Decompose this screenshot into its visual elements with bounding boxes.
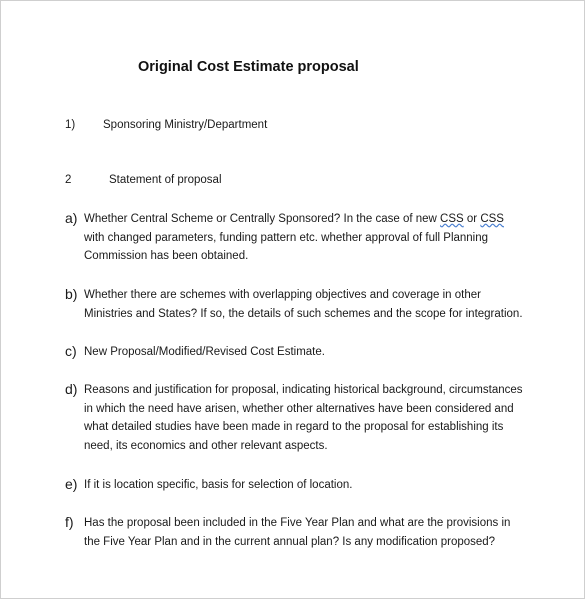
document-title: Original Cost Estimate proposal <box>138 59 359 75</box>
subitem-a-text-part3: with changed parameters, funding pattern etc. whether approval of full Planning Commission has been obtained. <box>84 231 489 262</box>
subitem-a-text-part2: or <box>463 213 481 225</box>
subitem-b-marker: b) <box>65 286 78 302</box>
subitem-d-text: Reasons and justification for proposal, indicating historical background, circumstances in which the need have arisen, whether other alternatives have been considered and what detailed studies have been made in regard to the proposal for establishing its need, its economics and other relevant aspects. <box>84 384 523 452</box>
subitem-e-text: If it is location specific, basis for selection of location. <box>84 479 353 491</box>
subitem-b-text: Whether there are schemes with overlapping objectives and coverage in other Ministries and States? If so, the details of such schemes and the scope for integration. <box>84 289 523 320</box>
subitem-a-text-part1: Whether Central Scheme or Centrally Sponsored? In the case of new <box>84 213 441 225</box>
spellcheck-word-css: CSS <box>480 213 504 225</box>
subitem-d-marker: d) <box>65 381 78 397</box>
spellcheck-word-css: CSS <box>440 213 464 225</box>
item-2-number: 2 <box>65 174 72 186</box>
item-2-text: Statement of proposal <box>109 174 222 186</box>
subitem-a-marker: a) <box>65 210 78 226</box>
subitem-f-text: Has the proposal been included in the Five Year Plan and what are the provisions in the Five Year Plan and in the current annual plan? Is any modification proposed? <box>84 517 511 548</box>
subitem-c-text: New Proposal/Modified/Revised Cost Estimate. <box>84 346 325 358</box>
subitem-c-marker: c) <box>65 343 77 359</box>
subitem-e-marker: e) <box>65 476 78 492</box>
item-1-text: Sponsoring Ministry/Department <box>103 119 268 131</box>
item-1-number: 1) <box>65 119 76 131</box>
subitem-f-marker: f) <box>65 514 74 530</box>
subitem-a-text <box>84 210 524 266</box>
